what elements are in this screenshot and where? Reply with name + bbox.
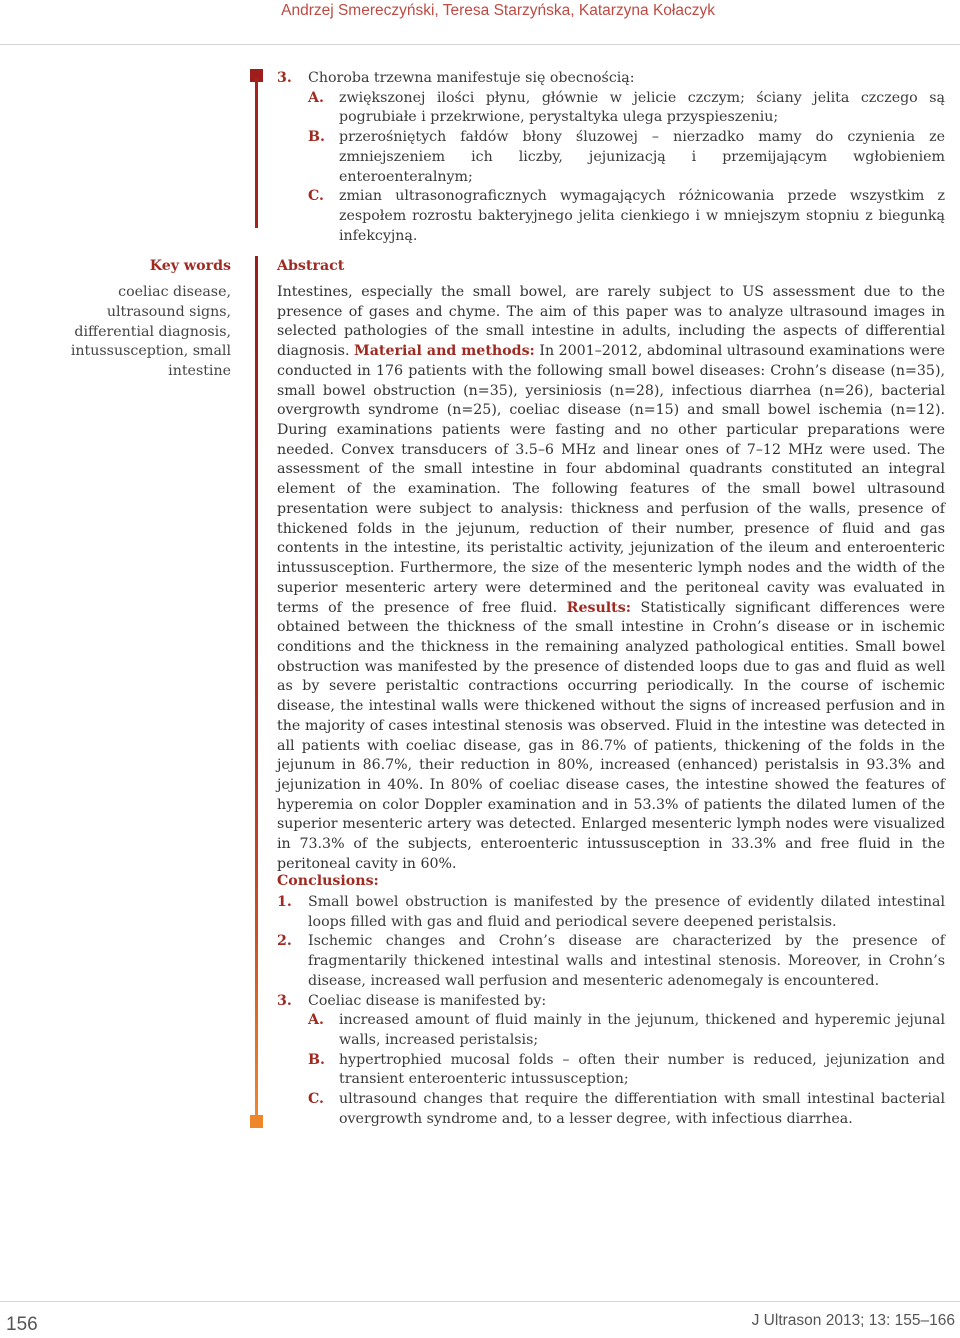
- polish-conclusions-list: [277, 69, 945, 246]
- list-subitem: [308, 1011, 945, 1050]
- list-item: [277, 992, 945, 1012]
- list-item-text: przerośniętych fałdów błony śluzowej – nierzadko mamy do czynienia ze zmniejszeniem ich liczby, jejunizacją i przemijającym wgłobieniem enteroenteralnym;: [339, 129, 945, 185]
- accent-line-top: [255, 78, 258, 228]
- list-marker: B.: [308, 129, 325, 146]
- list-subitem: [308, 128, 945, 187]
- footer-divider: [0, 1301, 960, 1302]
- list-item-text: Coeliac disease is manifested by:: [308, 992, 547, 1009]
- list-item-text: Ischemic changes and Crohn’s disease are characterized by the presence of fragmentarily thickened intestinal walls and intestinal stenosis. Moreover, in Crohn’s disease, increased wall perfusion and mesenteric adenomegaly is encountered.: [308, 933, 945, 989]
- list-marker: C.: [308, 188, 324, 205]
- abstract-methods: In 2001–2012, abdominal ultrasound examinations were conducted in 176 patients with the following small bowel diseases: Crohn’s disease (n=35), small bowel obstruction (n=35), yersiniosis (n=28), infectious diarrhea (n=26), bacterial overgrowth syndrome (n=25), coeliac disease (n=15) and small bowel ischemia (n=12). During examinations patients were fasting and no other particular preparations were needed. Convex transducers of 3.5–6 MHz and linear ones of 7–12 MHz were used. The assessment of the small intestine in four abdominal quadrants constituted an integral element of the examination. The following features of the small bowel ultrasound presentation were subject to analysis: thickness and perfusion of the walls, presence of thickened folds in the jejunum, reduction of their number, presence of fluid and gas contents in the intestine, its peristaltic activity, jejunization of the ileum and enteroenteric intussusception. Furthermore, the size of the mesenteric lymph nodes and the width of the superior mesenteric artery were determined and the peritoneal cavity was evaluated in terms of the presence of free fluid.: [277, 343, 946, 616]
- keywords-text: coeliac disease, ultrasound signs, differential diagnosis, intussusception, small intestine: [70, 284, 231, 380]
- list-item-text: zwiększonej ilości płynu, głównie w jelicie czczym; ściany jelita czczego są pogrubiałe i przekrwione, perystaltyka ulega przyspieszeniu;: [339, 89, 945, 126]
- list-item: [277, 932, 945, 991]
- results-label: Results:: [566, 599, 631, 616]
- journal-citation: J Ultrason 2013; 13: 155–166: [751, 1312, 955, 1329]
- list-item: [277, 893, 945, 932]
- list-marker: 3.: [277, 992, 292, 1009]
- list-marker: B.: [308, 1051, 325, 1068]
- list-item-text: zmian ultrasonograficznych wymagających różnicowania przede wszystkim z zespołem rozrostu bakteryjnego jelita cienkiego i w mniejszym stopniu z biegunką infekcyjną.: [339, 188, 945, 244]
- list-marker: A.: [308, 89, 324, 106]
- abstract-results: Statistically significant differences were obtained between the thickness of the small intestine in Crohn’s disease or in ischemic conditions and the thickness in the remaining analyzed pathological entities. Small bowel obstruction was manifested by the presence of distended loops due to gas and fluid as well as by severe peristaltic contractions occurring periodically. In the course of ischemic disease, the intestinal walls were thickened without the signs of increased perfusion and in the majority of cases intestinal stenosis was observed. Fluid in the intestine was detected in all patients with coeliac disease, gas in 86.7% of patients, thickening of the folds in the jejunum in 86.7%, their reduction in 80%, increased (enhanced) peristalsis in 93.3% and jejunization in 40%. In 80% of coeliac disease cases, the intestine showed the features of hyperemia on color Doppler examination and in 53.3% of patients the dilated lumen of the superior mesenteric artery was detected. Enlarged mesenteric lymph nodes were visualized in 73.3% of the subjects, enteroenteric intussusception in 33.3% and free fluid in the peritoneal cavity in 60%.: [277, 599, 945, 872]
- abstract-intro: Intestines, especially the small bowel, are rarely subject to US assessment due to the presence of gases and chyme. The aim of this paper was to analyze ultrasound images in selected pathologies of the small intestine in adults, including the aspects of differential diagnosis.: [277, 284, 945, 360]
- keywords-title: Key words: [149, 258, 231, 274]
- list-item: [277, 69, 945, 89]
- abstract-body: [277, 283, 945, 875]
- page-number: 156: [6, 1314, 38, 1335]
- list-subitem: [308, 187, 945, 246]
- methods-label: Material and methods:: [354, 343, 535, 360]
- list-item-text: hypertrophied mucosal folds – often their number is reduced, jejunization and transient enteroenteric intussusception;: [339, 1051, 945, 1088]
- list-item-text: Choroba trzewna manifestuje się obecnością:: [308, 70, 635, 86]
- list-subitem: [308, 1090, 945, 1129]
- accent-line-bottom: [255, 256, 258, 1126]
- accent-square-bottom: [250, 1115, 263, 1128]
- list-item-text: Small bowel obstruction is manifested by the presence of evidently dilated intestinal loops filled with gas and fluid and periodical severe deepened peristalsis.: [308, 894, 945, 930]
- list-subitem: [308, 1051, 945, 1090]
- list-subitem: [308, 89, 945, 128]
- abstract-title: Abstract: [277, 258, 345, 274]
- conclusions-title: Conclusions:: [277, 873, 379, 889]
- list-item-text: increased amount of fluid mainly in the jejunum, thickened and hyperemic jejunal walls, increased peristalsis;: [339, 1012, 945, 1048]
- header-divider: [0, 44, 960, 45]
- list-marker: A.: [308, 1012, 324, 1029]
- list-marker: 2.: [277, 933, 292, 950]
- list-marker: C.: [308, 1091, 324, 1108]
- conclusions-list: [277, 893, 945, 1129]
- list-marker: 3.: [277, 70, 292, 86]
- list-item-text: ultrasound changes that require the differentiation with small intestinal bacterial overgrowth syndrome and, to a lesser degree, with infectious diarrhea.: [339, 1091, 945, 1127]
- list-marker: 1.: [277, 894, 292, 910]
- running-header-authors: Andrzej Smereczyński, Teresa Starzyńska, Katarzyna Kołaczyk: [281, 2, 715, 19]
